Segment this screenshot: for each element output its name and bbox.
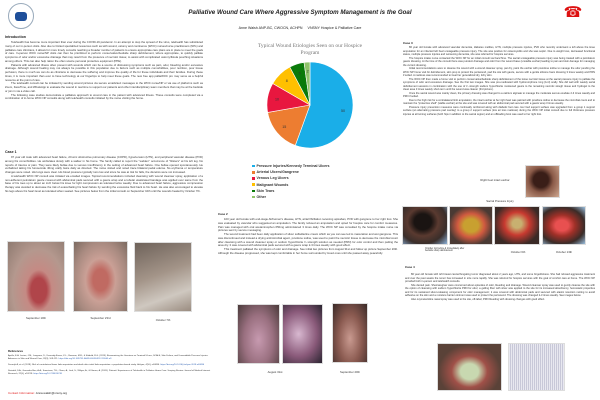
legend-label: Venous Leg Ulcers	[256, 176, 289, 181]
paragraph: The hospice intake nurse contacted the WOC NP for an initial consult via FaceTime. The sacral unstageable pressure injury was being treated with a petrolatum gauze dressing. At the time of the consult there was purulent drainage and odor from the wound base (unstable eschar) leading to pain and skin damage for managing the current dressing.	[403, 56, 595, 67]
case4-text	[405, 273, 595, 301]
pie-data-label: 5	[298, 71, 301, 76]
case3-heading: Case 3	[403, 41, 413, 45]
reference-link[interactable]: https://doi.org/10.2196/16218	[33, 373, 62, 375]
reference: Ayello, E.A. Levine, J.M., Langemo, D., Kennedy-Evans, K.L., Brennan, M.R., & Sibbald, R.G. (2019). Reexamining the Literature on Terminal Ulcers, SCALE, Skin Failure, and Unavoidable Pressure Injuries. Advances in Skin and Wound Care, 32(3), 109-121.	[8, 355, 209, 360]
case2-photo-2	[282, 304, 323, 364]
legend-item	[252, 194, 330, 200]
paragraph: This treatment palliated the symptoms of odor and drainage. See initial two pictures from August 31st and follow up picture September 20th. Although the disease progressed, she was kept comfortable in her home surrounded by loved ones until she passed away peacefully.	[218, 247, 398, 255]
paragraph: The wound treatment had been daily application of silver sulfadiazine cream which as you can see led to maceration and wet gangrene. This was discontinued and instead a drying antimicrobial agent, povidone iodine, was used to paint the necrotic tissue to decrease the microbial count after cleansing with a wound cleanser spray or sodium hypochlorite ¼ strength solution as needed (PRN) for odor control and then patting the area dry. It was covered with abdominal pads secured with a gauze wrap 2-3 times weekly with good effect.	[218, 232, 398, 248]
pie-data-label: 50	[341, 109, 346, 114]
sacral-photo-3	[494, 206, 540, 245]
photo-caption: October 7th	[155, 318, 171, 322]
references-list	[8, 355, 218, 376]
paragraph: She denied pain. She/caregiver were concerned about episodes of odor, bleeding and drainage. Wound cleanser spray was used to gently cleanse the site with the option of cleansing with sodium hypochlorite PRN for odor; a gelling fiber with silver was applied to the site for its increased absorbency, hemostatic properties and for its sustained silver-releasing component for odor management; it was covered with abdominal pads and secured with elastic retention netting to avoid adhesive on the skin and a moisture barrier ointment was used to protect the periwound. The dressing was changed 2-3 times weekly. See images below.	[405, 283, 595, 297]
case3-text	[403, 46, 595, 116]
case1-photo-1	[7, 241, 65, 312]
paragraph: A telehealth WOC NP consult was initiated via emailed images. Topical recommendations included cleansing with wound cleanser spray, application of a non-adherent petrolatum gauze covered with abdominal pads secured with a gauze wrap and a tubular elasticated bandage was applied over same from the base of his toes up to about an inch below his knee for light compression as tolerated twice weekly. Due to advanced heart failure, aggressive compression therapy was avoided to decrease the risk of exacerbating his heart failure by sending the excessive fluid back to his heart. He was also encouraged to elevate his legs above his heart level as tolerated when seated. See pictures below from the initial consult on September 10th until the wounds healed by October 7th.	[5, 173, 203, 193]
paragraph: The following case studies demonstrate a palliative approach to wound care in the patient with advanced illness. These consults were completed via a combination of in-home WOC NP consults along with telehealth consults initiated by the nurse visiting the home.	[5, 92, 203, 101]
legend-swatch	[252, 183, 255, 186]
pie-data-label: 10	[274, 97, 279, 102]
reference-link[interactable]: https://doi.org/10.1097/01.ASW.0000553112.55505.a9	[58, 358, 112, 360]
legend-label: Malignant Wounds	[256, 182, 289, 187]
contact-info	[8, 391, 67, 395]
paragraph: The telehealth consult can be initiated by sending wound pictures via secure emails/text messages to the WOC nurse/NP or via use of platforms such as Zoom, FaceTime, and WhatsApp to evaluate the wound in real time to support our patients and other interdisciplinary team members that may be at the bedside or join in via a video call.	[5, 81, 203, 93]
paragraph: 97 year old male with advanced heart failure, chronic obstructive pulmonary disease (COPD), hypertension (HTN), and peripheral vascular disease (PVD) among his comorbidities. He ambulates slowly with a walker in his home. The family called to report the "sudden" occurrence of "blisters" at his left leg. No reports of trauma or pain. They were likely bullae due to venous insufficiency in the setting of advanced heart failure. One bullae opened spontaneously. He verbalized taking his furosemide 40mg orally twice daily as directed. The nurse visited and noted trace bilateral pedal edema. No erythema or temperature changes were noted. His lungs were clear. His blood pressure typically runs low and since he was at risk for falls, the diuretics were not increased.	[5, 155, 203, 174]
photo-caption: September 10th	[26, 316, 46, 320]
case1-text	[5, 156, 203, 194]
sacral-photo-1	[402, 206, 448, 245]
paragraph: Pressure injury prevention measures were continually reinforced along with diabetic foot care. Her bed support surface was upgraded from a group 1 support surface (an alternating pressure pad overlay) to a group 2 support surface (low air loss mattress) during the WOC NP initial consult due to full thickness pressure injuries at all turning surfaces (both hips in addition to the sacral region) and an offloading boot was used to her right foot.	[403, 105, 595, 116]
paragraph: Patients with advanced illness often present with wounds which can be a source of distressing symptoms such as pain, odor, bleeding and/or excessive drainage. Although wound healing may not always be possible in this population due to factors such as multiple comorbidities, poor nutrition, poor tissue perfusion, there is much we can do as clinicians to decrease the suffering and improve the quality of life for these individuals and their families. During these times, it is more important than ever to have technology at our fingertips to help meet these goals. The new free app palliaWOC pro may serve as a helpful resource at the point of care.	[5, 62, 203, 82]
paragraph: 100 year old female with end-stage Alzheimer's disease, HTN, atrial fibrillation receiving apixaban, PVD with gangrene to her right foot. She was evaluated by vascular who suggested an amputation. The family refused an amputation and opted for hospice care for comfort measures. Pain was managed with oral acetaminophen 650mg administered 3 times daily. The WOC NP was consulted by the hospice intake nurse via pictures sent by secure messaging.	[218, 217, 398, 233]
photo-caption: September 23rd	[90, 316, 111, 320]
pie-chart	[250, 60, 370, 160]
sacral-photo-2	[449, 206, 493, 245]
legend-label: Arterial Ulcers/Gangrene	[256, 170, 299, 175]
chart-legend	[252, 163, 330, 200]
organization: VNSNY Hospice & Palliative Care	[307, 26, 362, 30]
telehealth-phone-logo: ☎	[563, 4, 583, 21]
photo-caption: October 13th	[555, 250, 573, 254]
references-heading: References	[8, 349, 24, 353]
pie-data-label: 15	[282, 124, 287, 129]
intro-text	[5, 41, 203, 101]
photo-caption: October 1st before & immediately after bedside sharp debridement	[425, 248, 465, 252]
case2-heading: Case 2	[218, 212, 228, 216]
case1-photo-3	[134, 242, 192, 312]
case1-photo-2	[73, 241, 128, 312]
case4-photo-2	[508, 343, 565, 391]
paragraph: 80 year old female with left breast cancer/fungating tumor diagnosed about 2 years ago, HTN, and some forgetfulness. She had refused aggressive treatment and over the past weeks the tumor has increased in size more rapidly. She was referred for hospice services with the goal of comfort care at home. The WOC NP provided both in-person and telehealth consults.	[405, 273, 595, 283]
sacral-photo-4	[542, 206, 586, 245]
paragraph: Once the sacral wound was mainly clean, the primary dressing was changed to a calcium alginate to manage the moderate serous exudate 2-3 times weekly and PRN if soiled.	[403, 91, 595, 98]
pie-data-label: 2	[306, 69, 309, 74]
legend-label: Pressure Injuries/Kennedy Terminal Ulcers	[256, 164, 330, 168]
legend-swatch	[252, 171, 255, 174]
sacral-title: Sacral Pressure Injury	[486, 199, 514, 203]
heel-photo	[525, 165, 560, 198]
case2-text	[218, 218, 398, 256]
case4-photo-1	[437, 343, 502, 391]
legend-label: Other	[256, 195, 267, 200]
reference: Dosanjh A, et al. (2018). Risk of contralateral lower limb amputation and death after initial limb amputation: a population-based study. Heliyon, 4(10), e00836.	[8, 364, 160, 366]
paragraph: The WOC NP then made a home visit to perform conservative/bedside sharp debridement of the loose necrotic tissue at the sacral pressure injury to palliate the symptoms of odor and excessive drainage. See the first two images. She was pre-medicated with hydromorphone 1mg (1ml) orally. She did well with weekly serial debridement sessions in combination with the use of ¼ strength sodium hypochlorite moistened gauze to the remaining necrotic slough tissue and hydrogel to the clean area 3 times weekly short-term until the wound was cleaner (3rd picture).	[403, 77, 595, 91]
paragraph: 86 year old female with advanced vascular dementia, diabetes mellitus, HTN, multiple pressure injuries, PVD who recently underwent a left above the knee amputation for an infected left heel unstageable pressure injury. The site was positive for osteomyelitis and she was septic. Due to weight loss, decreased functional status, multiple pressure injuries and worsening dementia, she was referred for hospice services.	[403, 46, 595, 56]
author: Anne Walsh ANP-BC, CWOCN, ACHPN	[238, 26, 303, 30]
legend-swatch	[252, 196, 255, 199]
photo-caption: Right heel intact eschar	[480, 178, 510, 182]
paragraph: Due to the high risk for a contralateral limb amputation, the intact eschar at her right heel was painted with povidone iodine to decrease the microbial count and to maintain the "protective shell" (stable eschar) at the site and was covered with an abdominal pad secured with a gauze wrap 3 times weekly.	[403, 98, 595, 105]
case1-heading: Case 1	[5, 150, 17, 154]
legend-swatch	[252, 190, 255, 193]
photo-caption: October 6th	[510, 250, 526, 254]
photo-caption: September 20th	[340, 370, 360, 374]
paragraph: Also oxymetazoline nasal spray was used to the site, off-label, PRN bleeding with dressing changes with good effect.	[411, 297, 545, 301]
legend-swatch	[252, 165, 255, 168]
contact-email[interactable]: Anna.walsh@vnsny.org	[35, 391, 68, 395]
legend-label: Skin Tears	[256, 188, 275, 193]
reference: Steindal, S.A., Gonzalez-Nes, A.A., Småstuen, T.E., Olsen, A., Lind, S., Wiliger, A., & Klarare, A. (2020). Patients' Experiences of Telehealth in Palliative Home Care: Scoping Review. Journal of Medical Internet Research, 22(5), e16218.	[8, 370, 211, 375]
vns-logo	[8, 3, 34, 29]
contact-label: Contact Information:	[8, 391, 36, 395]
reference-link[interactable]: https://doi.org/10.1016/j.heliyon.2018.e00836	[160, 364, 205, 366]
author-line	[150, 26, 450, 30]
poster-title: Palliative Wound Care Where Aggressive Symptom Management is the Goal	[188, 9, 412, 16]
chart-title: Typical Wound Etiologies Seen on our Hospice Program	[257, 43, 363, 56]
legend-swatch	[252, 177, 255, 180]
case2-photo-1	[237, 304, 280, 364]
photo-caption: August 31st	[267, 370, 283, 374]
intro-heading: Introduction	[5, 35, 26, 39]
paragraph: Initial recommendations were to cleanse the wound with a wound cleanser spray, pat dry, paint the eschar with povidone iodine to manage the odor pending the WOC NP home visit for debridement, skin prep to protect the periwound, pad the site with gauze, secure with a gentle silicone foam dressing 3 times weekly and PRN if soiled. A mattress was recommended to treat her generalized dry, itchy skin.	[403, 67, 595, 77]
pie-data-label: 8	[285, 79, 288, 84]
case2-photo-3	[332, 303, 368, 363]
paragraph: Telehealth has become more important than ever during the COVID-19 pandemic. In an attempt to stop the spread of the virus, telehealth has substituted many of our in-person visits. Also due to limited specialized resources such as with wound, ostomy and continence (WOC) nurses/nurse practitioners (NPs) and palliative care clinicians, it allows for more timely consults reaching a broader number of patients to ensure appropriate care plans are in place to meet the goals of care. In-person WOC nurse/NP visits can then be prioritized to perform conservative/bedside sharp debridement, where appropriate, to quickly palliate symptoms of odor and/or excessive drainage that may result from the presence of necrotic tissue; to assist with complicated ostomy/fistula pouching situations among others. This can also help ration the often scarce personal protective equipment (PPE).	[5, 40, 203, 63]
case4-heading: Case 4	[405, 265, 415, 269]
